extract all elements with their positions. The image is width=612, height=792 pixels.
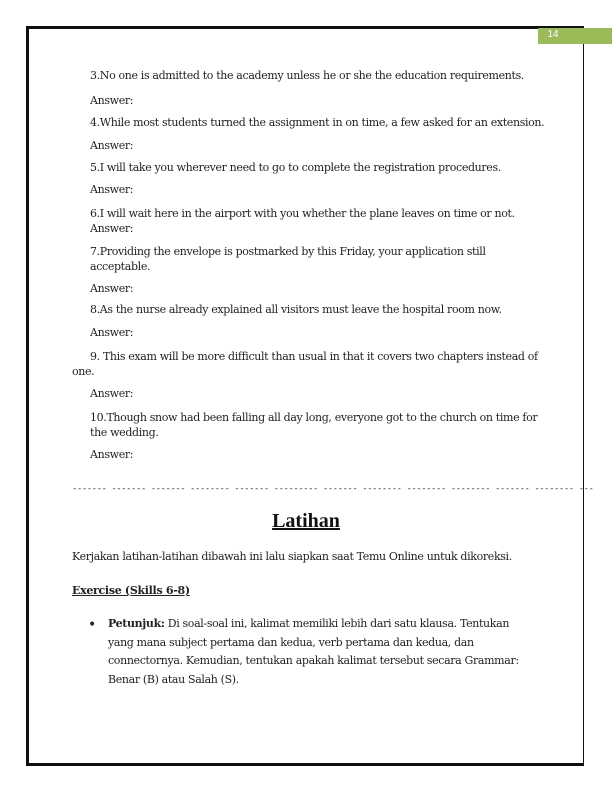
question-9-line2: one. <box>72 365 95 378</box>
question-7-line1: 7.Providing the envelope is postmarked by this Friday, your application still <box>90 245 486 258</box>
question-10-line2: the wedding. <box>90 426 159 439</box>
page-number-tab <box>586 28 612 44</box>
bullet-label: Petunjuk: <box>108 617 165 630</box>
question-9-line1: 9. This exam will be more difficult than usual in that it covers two chapters instead of <box>90 350 538 363</box>
answer-9: Answer: <box>90 387 134 400</box>
question-4: 4.While most students turned the assignment in on time, a few asked for an extension. <box>90 116 545 129</box>
answer-6: Answer: <box>90 222 134 235</box>
answer-10: Answer: <box>90 448 134 461</box>
answer-3: Answer: <box>90 94 134 107</box>
section-heading: Latihan <box>272 510 340 532</box>
question-5: 5.I will take you wherever need to go to complete the registration procedures. <box>90 161 501 174</box>
answer-7: Answer: <box>90 282 134 295</box>
question-7-line2: acceptable. <box>90 260 151 273</box>
page-number: 14 <box>547 29 559 40</box>
answer-8: Answer: <box>90 326 134 339</box>
bullet-text: Di soal-soal ini, kalimat memiliki lebih dari satu klausa. Tentukan yang mana subject pertama dan kedua, verb pertama dan kedua, dan connectornya. Kemudian, tentukan apakah kalimat tersebut secara Grammar: Benar (B) atau Salah (S). <box>108 617 519 686</box>
question-6: 6.I will wait here in the airport with you whether the plane leaves on time or not. <box>90 207 515 220</box>
bullet-dot-icon: • <box>88 617 97 633</box>
question-8: 8.As the nurse already explained all visitors must leave the hospital room now. <box>90 303 502 316</box>
answer-5: Answer: <box>90 183 134 196</box>
exercise-title: Exercise (Skills 6-8) <box>72 584 190 597</box>
dashed-separator: ------- ------- ------- -------- ------- --------- ------- -------- -------- -------- ------- -------- --- <box>72 484 594 494</box>
bullet-paragraph <box>108 615 528 689</box>
question-3: 3.No one is admitted to the academy unless he or she the education requirements. <box>90 69 525 82</box>
answer-4: Answer: <box>90 139 134 152</box>
instruction-text: Kerjakan latihan-latihan dibawah ini lalu siapkan saat Temu Online untuk dikoreksi. <box>72 550 512 563</box>
question-10-line1: 10.Though snow had been falling all day long, everyone got to the church on time for <box>90 411 538 424</box>
